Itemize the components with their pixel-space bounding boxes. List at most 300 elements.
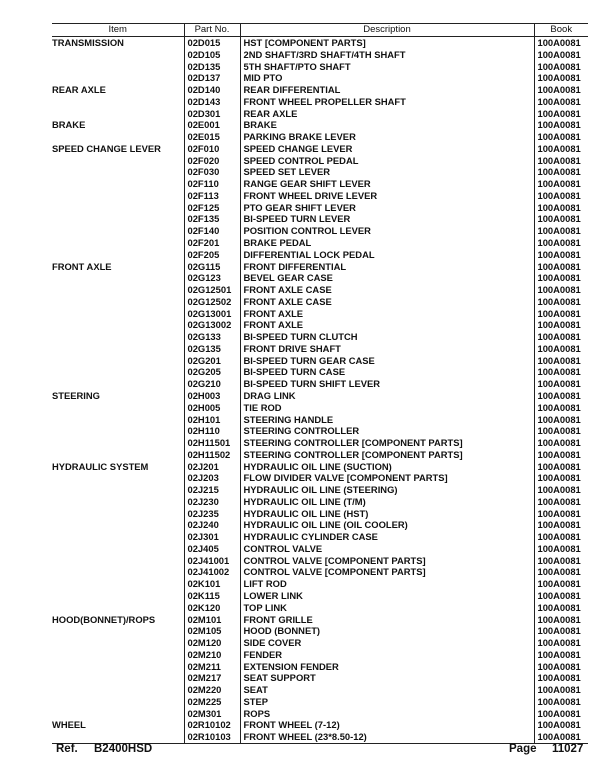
table-row xyxy=(52,166,588,178)
table-row xyxy=(52,437,588,449)
row-part-no: 02M101 xyxy=(184,614,240,626)
row-description: BRAKE PEDAL xyxy=(240,237,534,249)
row-item xyxy=(52,343,184,355)
row-description: BRAKE xyxy=(240,119,534,131)
row-part-no: 02G12501 xyxy=(184,284,240,296)
row-item xyxy=(52,484,184,496)
row-book: 100A0081 xyxy=(534,614,588,626)
row-part-no: 02F125 xyxy=(184,202,240,214)
row-book: 100A0081 xyxy=(534,578,588,590)
row-book: 100A0081 xyxy=(534,649,588,661)
row-description: FRONT AXLE CASE xyxy=(240,296,534,308)
table-row xyxy=(52,414,588,426)
row-book: 100A0081 xyxy=(534,496,588,508)
table-row xyxy=(52,131,588,143)
row-item xyxy=(52,61,184,73)
row-item xyxy=(52,625,184,637)
row-description: CONTROL VALVE [COMPONENT PARTS] xyxy=(240,555,534,567)
row-book: 100A0081 xyxy=(534,449,588,461)
header-item: Item xyxy=(52,24,184,37)
row-part-no: 02F140 xyxy=(184,225,240,237)
row-item: BRAKE xyxy=(52,119,86,131)
row-part-no: 02H11502 xyxy=(184,449,240,461)
row-item xyxy=(52,508,184,520)
row-book: 100A0081 xyxy=(534,402,588,414)
row-item xyxy=(52,519,184,531)
row-part-no: 02J230 xyxy=(184,496,240,508)
table-row xyxy=(52,602,588,614)
row-item xyxy=(52,661,184,673)
header-book: Book xyxy=(534,24,588,37)
row-part-no: 02G13002 xyxy=(184,319,240,331)
row-item xyxy=(52,578,184,590)
row-description: FRONT WHEEL (7-12) xyxy=(240,719,534,731)
table-row xyxy=(52,143,588,155)
row-part-no: 02F020 xyxy=(184,155,240,167)
row-part-no: 02G201 xyxy=(184,355,240,367)
row-description: SIDE COVER xyxy=(240,637,534,649)
row-part-no: 02H003 xyxy=(184,390,240,402)
row-part-no: 02E015 xyxy=(184,131,240,143)
row-item: STEERING xyxy=(52,389,100,401)
row-part-no: 02M211 xyxy=(184,661,240,673)
row-description: MID PTO xyxy=(240,72,534,84)
row-book: 100A0081 xyxy=(534,308,588,320)
row-description: CONTROL VALVE xyxy=(240,543,534,555)
row-book: 100A0081 xyxy=(534,425,588,437)
row-part-no: 02J203 xyxy=(184,472,240,484)
row-part-no: 02J41002 xyxy=(184,566,240,578)
row-description: EXTENSION FENDER xyxy=(240,661,534,673)
row-book: 100A0081 xyxy=(534,249,588,261)
row-book: 100A0081 xyxy=(534,696,588,708)
row-item xyxy=(52,284,184,296)
row-book: 100A0081 xyxy=(534,543,588,555)
row-part-no: 02F205 xyxy=(184,249,240,261)
page-footer xyxy=(56,743,586,759)
row-part-no: 02D135 xyxy=(184,61,240,73)
row-item xyxy=(52,496,184,508)
table-row xyxy=(52,202,588,214)
row-book: 100A0081 xyxy=(534,213,588,225)
row-part-no: 02M105 xyxy=(184,625,240,637)
row-item xyxy=(52,296,184,308)
row-item xyxy=(52,319,184,331)
row-book: 100A0081 xyxy=(534,178,588,190)
row-book: 100A0081 xyxy=(534,461,588,473)
table-row xyxy=(52,649,588,661)
row-part-no: 02D137 xyxy=(184,72,240,84)
row-book: 100A0081 xyxy=(534,331,588,343)
table-row xyxy=(52,343,588,355)
row-item: HYDRAULIC SYSTEM xyxy=(52,460,149,472)
row-part-no: 02M220 xyxy=(184,684,240,696)
row-description: HYDRAULIC OIL LINE (SUCTION) xyxy=(240,461,534,473)
row-part-no: 02M217 xyxy=(184,672,240,684)
row-part-no: 02J240 xyxy=(184,519,240,531)
row-item xyxy=(52,437,184,449)
row-book: 100A0081 xyxy=(534,366,588,378)
row-book: 100A0081 xyxy=(534,661,588,673)
row-item xyxy=(52,225,184,237)
row-item xyxy=(52,155,184,167)
row-book: 100A0081 xyxy=(534,355,588,367)
table-row xyxy=(52,225,588,237)
row-book: 100A0081 xyxy=(534,190,588,202)
row-book: 100A0081 xyxy=(534,590,588,602)
row-item xyxy=(52,178,184,190)
row-part-no: 02M120 xyxy=(184,637,240,649)
row-description: CONTROL VALVE [COMPONENT PARTS] xyxy=(240,566,534,578)
row-description: SPEED SET LEVER xyxy=(240,166,534,178)
row-item xyxy=(52,166,184,178)
row-description: LOWER LINK xyxy=(240,590,534,602)
row-part-no: 02H005 xyxy=(184,402,240,414)
row-book: 100A0081 xyxy=(534,637,588,649)
row-description: DIFFERENTIAL LOCK PEDAL xyxy=(240,249,534,261)
table-row xyxy=(52,472,588,484)
row-part-no: 02D140 xyxy=(184,84,240,96)
row-item xyxy=(52,449,184,461)
row-item xyxy=(52,425,184,437)
row-item xyxy=(52,108,184,120)
table-row xyxy=(52,731,588,743)
table-row xyxy=(52,425,588,437)
table-row xyxy=(52,672,588,684)
table-body xyxy=(52,37,588,744)
row-description: FRONT DIFFERENTIAL xyxy=(240,261,534,273)
header-part-no: Part No. xyxy=(184,24,240,37)
row-book: 100A0081 xyxy=(534,237,588,249)
row-book: 100A0081 xyxy=(534,202,588,214)
table-row xyxy=(52,155,588,167)
row-part-no: 02K120 xyxy=(184,602,240,614)
row-item xyxy=(52,49,184,61)
row-description: BI-SPEED TURN CLUTCH xyxy=(240,331,534,343)
table-row xyxy=(52,696,588,708)
table-row xyxy=(52,508,588,520)
row-part-no: 02G135 xyxy=(184,343,240,355)
row-part-no: 02D015 xyxy=(184,37,240,49)
row-description: SPEED CHANGE LEVER xyxy=(240,143,534,155)
row-description: 2ND SHAFT/3RD SHAFT/4TH SHAFT xyxy=(240,49,534,61)
row-description: FENDER xyxy=(240,649,534,661)
row-book: 100A0081 xyxy=(534,484,588,496)
row-part-no: 02D301 xyxy=(184,108,240,120)
table-row xyxy=(52,308,588,320)
row-part-no: 02F113 xyxy=(184,190,240,202)
row-part-no: 02G133 xyxy=(184,331,240,343)
row-part-no: 02J215 xyxy=(184,484,240,496)
row-book: 100A0081 xyxy=(534,731,588,743)
row-part-no: 02K101 xyxy=(184,578,240,590)
row-part-no: 02E001 xyxy=(184,119,240,131)
row-book: 100A0081 xyxy=(534,143,588,155)
table-row xyxy=(52,449,588,461)
row-item xyxy=(52,355,184,367)
row-item xyxy=(52,414,184,426)
table-row xyxy=(52,319,588,331)
row-description: HST [COMPONENT PARTS] xyxy=(240,37,534,49)
row-book: 100A0081 xyxy=(534,272,588,284)
row-part-no: 02G13001 xyxy=(184,308,240,320)
row-book: 100A0081 xyxy=(534,625,588,637)
row-item xyxy=(52,590,184,602)
row-description: TOP LINK xyxy=(240,602,534,614)
row-description: REAR DIFFERENTIAL xyxy=(240,84,534,96)
table-row xyxy=(52,84,588,96)
row-item xyxy=(52,684,184,696)
row-part-no: 02J201 xyxy=(184,461,240,473)
row-description: POSITION CONTROL LEVER xyxy=(240,225,534,237)
row-item xyxy=(52,649,184,661)
row-description: PARKING BRAKE LEVER xyxy=(240,131,534,143)
row-item xyxy=(52,96,184,108)
row-item xyxy=(52,402,184,414)
row-item xyxy=(52,308,184,320)
row-part-no: 02H11501 xyxy=(184,437,240,449)
row-description: HYDRAULIC CYLINDER CASE xyxy=(240,531,534,543)
row-book: 100A0081 xyxy=(534,166,588,178)
table-row xyxy=(52,272,588,284)
row-description: FRONT AXLE CASE xyxy=(240,284,534,296)
table-row xyxy=(52,190,588,202)
table-row xyxy=(52,390,588,402)
table-row xyxy=(52,719,588,731)
row-part-no: 02D105 xyxy=(184,49,240,61)
row-book: 100A0081 xyxy=(534,566,588,578)
row-description: SPEED CONTROL PEDAL xyxy=(240,155,534,167)
row-part-no: 02H110 xyxy=(184,425,240,437)
row-description: 5TH SHAFT/PTO SHAFT xyxy=(240,61,534,73)
row-part-no: 02M210 xyxy=(184,649,240,661)
row-description: FRONT AXLE xyxy=(240,319,534,331)
row-description: HOOD (BONNET) xyxy=(240,625,534,637)
table-row xyxy=(52,331,588,343)
row-description: FLOW DIVIDER VALVE [COMPONENT PARTS] xyxy=(240,472,534,484)
row-part-no: 02M301 xyxy=(184,708,240,720)
table-row xyxy=(52,355,588,367)
model-number: B2400HSD xyxy=(94,743,153,755)
row-book: 100A0081 xyxy=(534,131,588,143)
page-label: Page xyxy=(509,743,537,755)
row-item xyxy=(52,213,184,225)
row-book: 100A0081 xyxy=(534,319,588,331)
row-part-no: 02M225 xyxy=(184,696,240,708)
table-row xyxy=(52,484,588,496)
row-book: 100A0081 xyxy=(534,119,588,131)
row-book: 100A0081 xyxy=(534,61,588,73)
table-row xyxy=(52,178,588,190)
row-description: DRAG LINK xyxy=(240,390,534,402)
row-item xyxy=(52,637,184,649)
row-description: FRONT WHEEL PROPELLER SHAFT xyxy=(240,96,534,108)
table-row xyxy=(52,519,588,531)
row-description: LIFT ROD xyxy=(240,578,534,590)
header-description: Description xyxy=(240,24,534,37)
row-item: TRANSMISSION xyxy=(52,37,124,48)
row-item xyxy=(52,378,184,390)
row-book: 100A0081 xyxy=(534,296,588,308)
row-description: HYDRAULIC OIL LINE (T/M) xyxy=(240,496,534,508)
row-part-no: 02F010 xyxy=(184,143,240,155)
row-part-no: 02J405 xyxy=(184,543,240,555)
row-description: FRONT DRIVE SHAFT xyxy=(240,343,534,355)
row-book: 100A0081 xyxy=(534,84,588,96)
row-part-no: 02J301 xyxy=(184,531,240,543)
row-item xyxy=(52,708,184,720)
row-part-no: 02F135 xyxy=(184,213,240,225)
table-row xyxy=(52,555,588,567)
row-part-no: 02J235 xyxy=(184,508,240,520)
row-part-no: 02H101 xyxy=(184,414,240,426)
table-row xyxy=(52,237,588,249)
row-part-no: 02D143 xyxy=(184,96,240,108)
row-book: 100A0081 xyxy=(534,672,588,684)
row-part-no: 02G210 xyxy=(184,378,240,390)
row-item: SPEED CHANGE LEVER xyxy=(52,142,161,154)
ref-label: Ref. xyxy=(56,743,78,755)
row-book: 100A0081 xyxy=(534,472,588,484)
row-description: FRONT AXLE xyxy=(240,308,534,320)
row-description: SEAT xyxy=(240,684,534,696)
row-book: 100A0081 xyxy=(534,390,588,402)
row-description: SEAT SUPPORT xyxy=(240,672,534,684)
row-description: REAR AXLE xyxy=(240,108,534,120)
table-row xyxy=(52,543,588,555)
row-item xyxy=(52,72,184,84)
table-row xyxy=(52,213,588,225)
table-row xyxy=(52,578,588,590)
row-description: FRONT GRILLE xyxy=(240,614,534,626)
table-row xyxy=(52,37,588,49)
table-row xyxy=(52,261,588,273)
row-description: HYDRAULIC OIL LINE (STEERING) xyxy=(240,484,534,496)
parts-table xyxy=(52,23,588,744)
row-part-no: 02K115 xyxy=(184,590,240,602)
table-row xyxy=(52,496,588,508)
row-item xyxy=(52,672,184,684)
table-row xyxy=(52,637,588,649)
row-book: 100A0081 xyxy=(534,602,588,614)
row-part-no: 02J41001 xyxy=(184,555,240,567)
row-description: RANGE GEAR SHIFT LEVER xyxy=(240,178,534,190)
table-row xyxy=(52,119,588,131)
table-row xyxy=(52,661,588,673)
table-row xyxy=(52,461,588,473)
row-description: STEERING CONTROLLER [COMPONENT PARTS] xyxy=(240,437,534,449)
table-row xyxy=(52,614,588,626)
row-book: 100A0081 xyxy=(534,155,588,167)
table-row xyxy=(52,284,588,296)
row-item xyxy=(52,531,184,543)
row-book: 100A0081 xyxy=(534,684,588,696)
row-book: 100A0081 xyxy=(534,437,588,449)
table-row xyxy=(52,378,588,390)
table-row xyxy=(52,249,588,261)
row-item: FRONT AXLE xyxy=(52,260,112,272)
row-book: 100A0081 xyxy=(534,555,588,567)
row-item xyxy=(52,543,184,555)
row-item xyxy=(52,331,184,343)
row-book: 100A0081 xyxy=(534,49,588,61)
row-book: 100A0081 xyxy=(534,508,588,520)
table-row xyxy=(52,708,588,720)
row-item xyxy=(52,555,184,567)
row-item xyxy=(52,696,184,708)
row-part-no: 02R10103 xyxy=(184,731,240,743)
row-description: STEERING CONTROLLER xyxy=(240,425,534,437)
row-item xyxy=(52,131,184,143)
table-row xyxy=(52,296,588,308)
row-book: 100A0081 xyxy=(534,531,588,543)
table-row xyxy=(52,566,588,578)
row-book: 100A0081 xyxy=(534,37,588,49)
table-header-row xyxy=(52,24,588,37)
row-item xyxy=(52,237,184,249)
row-description: PTO GEAR SHIFT LEVER xyxy=(240,202,534,214)
row-description: BI-SPEED TURN SHIFT LEVER xyxy=(240,378,534,390)
table-row xyxy=(52,366,588,378)
table-row xyxy=(52,625,588,637)
row-book: 100A0081 xyxy=(534,261,588,273)
row-description: BI-SPEED TURN LEVER xyxy=(240,213,534,225)
row-book: 100A0081 xyxy=(534,284,588,296)
row-description: ROPS xyxy=(240,708,534,720)
row-item xyxy=(52,190,184,202)
row-item xyxy=(52,566,184,578)
row-description: STEERING HANDLE xyxy=(240,414,534,426)
row-item xyxy=(52,366,184,378)
row-item xyxy=(52,272,184,284)
row-book: 100A0081 xyxy=(534,343,588,355)
row-item xyxy=(52,202,184,214)
table-row xyxy=(52,72,588,84)
table-row xyxy=(52,402,588,414)
row-item xyxy=(52,731,184,743)
row-book: 100A0081 xyxy=(534,519,588,531)
row-book: 100A0081 xyxy=(534,414,588,426)
row-item xyxy=(52,602,184,614)
row-part-no: 02R10102 xyxy=(184,719,240,731)
row-book: 100A0081 xyxy=(534,225,588,237)
row-part-no: 02G115 xyxy=(184,261,240,273)
row-book: 100A0081 xyxy=(534,108,588,120)
row-description: BI-SPEED TURN CASE xyxy=(240,366,534,378)
row-description: FRONT WHEEL DRIVE LEVER xyxy=(240,190,534,202)
row-book: 100A0081 xyxy=(534,378,588,390)
table-row xyxy=(52,590,588,602)
row-part-no: 02F201 xyxy=(184,237,240,249)
row-item xyxy=(52,249,184,261)
table-row xyxy=(52,108,588,120)
row-description: STEP xyxy=(240,696,534,708)
row-description: HYDRAULIC OIL LINE (HST) xyxy=(240,508,534,520)
parts-index-sheet xyxy=(52,23,588,744)
row-description: BEVEL GEAR CASE xyxy=(240,272,534,284)
table-row xyxy=(52,96,588,108)
row-item: REAR AXLE xyxy=(52,84,106,96)
row-description: HYDRAULIC OIL LINE (OIL COOLER) xyxy=(240,519,534,531)
row-book: 100A0081 xyxy=(534,96,588,108)
row-part-no: 02G205 xyxy=(184,366,240,378)
page-number: 11027 xyxy=(552,743,584,755)
row-description: FRONT WHEEL (23*8.50-12) xyxy=(240,731,534,743)
table-row xyxy=(52,531,588,543)
row-description: TIE ROD xyxy=(240,402,534,414)
row-book: 100A0081 xyxy=(534,72,588,84)
row-book: 100A0081 xyxy=(534,708,588,720)
